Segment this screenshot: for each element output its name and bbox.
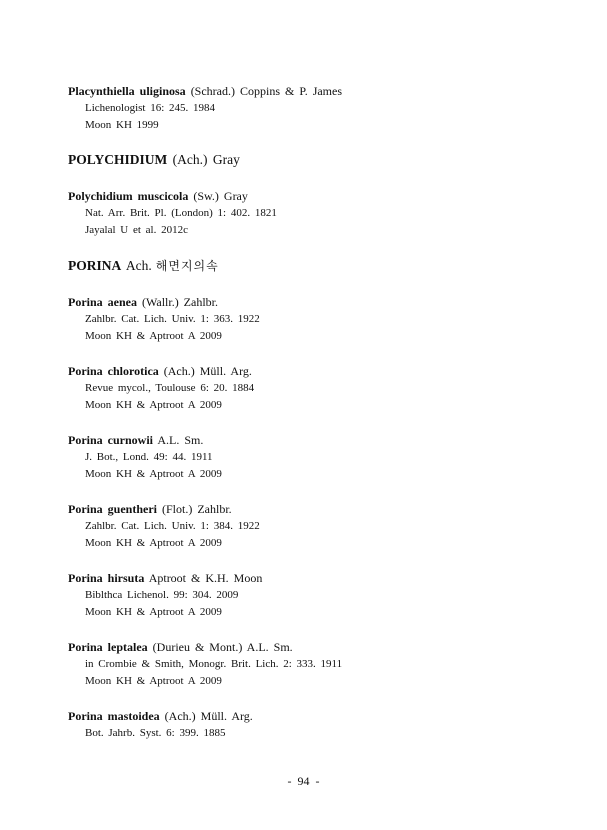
species-author: (Flot.) Zahlbr. (162, 502, 232, 516)
reference: Moon KH & Aptroot A 2009 (85, 468, 222, 480)
species-name: Porina aenea (68, 295, 137, 309)
reference: Bot. Jahrb. Syst. 6: 399. 1885 (85, 727, 226, 739)
reference: Moon KH & Aptroot A 2009 (85, 675, 222, 687)
reference: Moon KH & Aptroot A 2009 (85, 606, 222, 618)
reference: Lichenologist 16: 245. 1984 (85, 102, 216, 114)
species-name-line (68, 187, 277, 205)
species-author: A.L. Sm. (157, 433, 204, 447)
reference: Zahlbr. Cat. Lich. Univ. 1: 384. 1922 (85, 520, 260, 532)
species-entry (68, 82, 342, 134)
species-author: (Sw.) Gray (193, 189, 248, 203)
genus-name: POLYCHIDIUM (68, 152, 168, 167)
species-name-line (68, 431, 222, 449)
species-entry (68, 431, 222, 483)
species-author: (Wallr.) Zahlbr. (142, 295, 219, 309)
species-name: Placynthiella uliginosa (68, 84, 186, 98)
species-author: Aptroot & K.H. Moon (148, 571, 263, 585)
reference: Revue mycol., Toulouse 6: 20. 1884 (85, 382, 255, 394)
species-name-line (68, 500, 260, 518)
species-name-line (68, 707, 253, 725)
species-entry (68, 707, 253, 742)
species-entry (68, 569, 262, 621)
species-name-line (68, 638, 342, 656)
species-name-line (68, 82, 342, 100)
species-name: Polychidium muscicola (68, 189, 189, 203)
reference: Zahlbr. Cat. Lich. Univ. 1: 363. 1922 (85, 313, 260, 325)
species-name: Porina guentheri (68, 502, 157, 516)
genus-korean-name: 해면지의속 (155, 259, 219, 273)
reference: Nat. Arr. Brit. Pl. (London) 1: 402. 1821 (85, 207, 277, 219)
genus-name: PORINA (68, 258, 122, 273)
reference: in Crombie & Smith, Monogr. Brit. Lich. 2: 333. 1911 (85, 658, 343, 670)
reference: Moon KH 1999 (85, 119, 159, 131)
species-author: (Ach.) Müll. Arg. (164, 709, 253, 723)
genus-heading (68, 256, 219, 276)
species-author: (Durieu & Mont.) A.L. Sm. (152, 640, 293, 654)
genus-author: Ach. (125, 258, 152, 273)
reference: Moon KH & Aptroot A 2009 (85, 537, 222, 549)
reference: Jayalal U et al. 2012c (85, 224, 188, 236)
species-name: Porina curnowii (68, 433, 153, 447)
species-name-line (68, 569, 262, 587)
species-name: Porina hirsuta (68, 571, 145, 585)
species-entry (68, 500, 260, 552)
genus-author: (Ach.) Gray (172, 152, 240, 167)
species-name-line (68, 362, 254, 380)
species-name: Porina mastoidea (68, 709, 160, 723)
species-entry (68, 638, 342, 690)
species-entry (68, 293, 260, 345)
reference: J. Bot., Lond. 49: 44. 1911 (85, 451, 213, 463)
reference: Biblthca Lichenol. 99: 304. 2009 (85, 589, 239, 601)
page-number: - 94 - (287, 774, 320, 788)
genus-heading (68, 150, 240, 170)
species-author: (Schrad.) Coppins & P. James (190, 84, 343, 98)
reference: Moon KH & Aptroot A 2009 (85, 330, 222, 342)
reference: Moon KH & Aptroot A 2009 (85, 399, 222, 411)
species-name: Porina leptalea (68, 640, 148, 654)
species-name: Porina chlorotica (68, 364, 159, 378)
species-author: (Ach.) Müll. Arg. (163, 364, 252, 378)
species-entry (68, 362, 254, 414)
species-name-line (68, 293, 260, 311)
species-entry (68, 187, 277, 239)
